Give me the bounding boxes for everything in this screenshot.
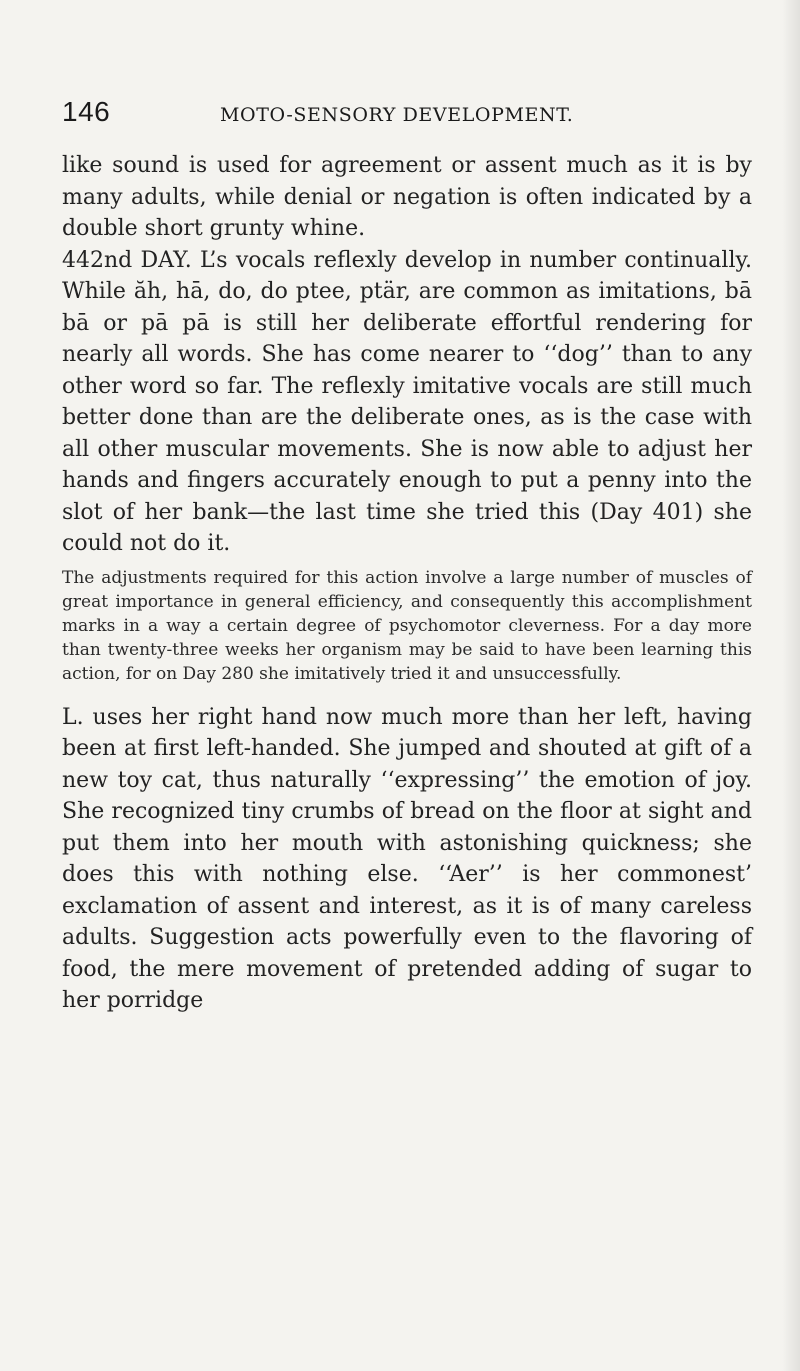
body-text <box>62 150 752 1017</box>
page-edge-shadow <box>782 0 800 1371</box>
running-head <box>62 96 752 132</box>
running-title: MOTO-SENSORY DEVELOPMENT. <box>220 104 574 126</box>
paragraph-note: The adjustments required for this action involve a large number of muscles of great importance in general efficiency, and consequently this accomplishment marks in a way a certain degree of psychomotor cleverness. For a day more than twenty-three weeks her organism may be said to have been learning this action, for on Day 280 she imitatively tried it and unsuccessfully. <box>62 567 752 684</box>
paragraph-day-442: 442nd DAY. L’s vocals reflexly develop in number continually. While ăh, hā, do, do ptee, ptär, are common as imitations, bā bā or pā pā is still her deliberate effortful rendering for nearly all words. She has come nearer to ‘‘dog’’ than to any other word so far. The reflexly imitative vocals are still much better done than are the deliberate ones, as is the case with all other muscular movements. She is now able to adjust her hands and fingers accurately enough to put a penny into the slot of her bank—the last time she tried this (Day 401) she could not do it. <box>62 247 752 556</box>
page-number: 146 <box>62 96 111 127</box>
paragraph-continuation: L. uses her right hand now much more than her left, having been at first left-handed. She jumped and shouted at gift of a new toy cat, thus naturally ‘‘expressing’’ the emotion of joy. She recognized tiny crumbs of bread on the floor at sight and put them into her mouth with astonishing quickness; she does this with nothing else. ‘‘Aer’’ is her commonest’ exclamation of assent and interest, as it is of many careless adults. Suggestion acts powerfully even to the flavoring of food, the mere movement of pretended adding of sugar to her porridge <box>62 704 752 1013</box>
paragraph-intro: like sound is used for agreement or assent much as it is by many adults, while denial or negation is often indicated by a double short grunty whine. <box>62 153 752 241</box>
